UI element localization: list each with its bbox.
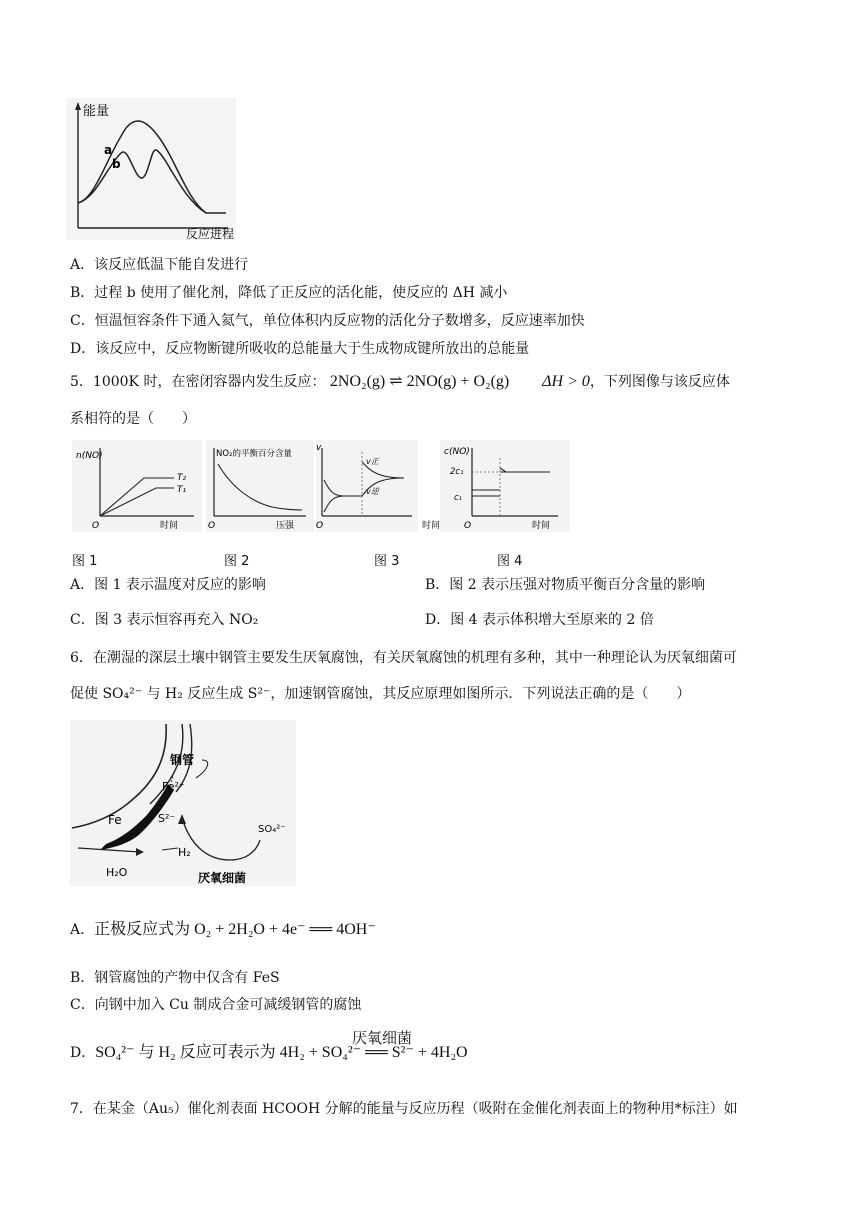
h2-label: H₂ [178, 846, 191, 859]
graph4-origin: O [464, 521, 472, 531]
graph3-v-fwd-label: v正 [366, 457, 379, 466]
s2-label: S²⁻ [158, 812, 176, 825]
graph3-v-rev-label: v逆 [366, 487, 379, 496]
q6-option-b: B．钢管腐蚀的产物中仅含有 FeS [70, 970, 280, 986]
q7-stem: 7．在某金（Au₅）催化剂表面 HCOOH 分解的能量与反应历程（吸附在金催化剂表面上的物种用*标注）如 [70, 1101, 738, 1117]
graph3-origin: O [316, 521, 324, 531]
graph1-y-label: n(NO) [76, 451, 103, 461]
curve-b-label: b [112, 157, 121, 171]
q5-graph-4 [440, 440, 570, 532]
graph4-2c1-label: 2c₁ [450, 467, 464, 477]
h2o-label: H₂O [106, 866, 128, 879]
pipe-label: 钢管 [170, 753, 195, 767]
q5-graph-3 [316, 440, 441, 532]
energy-profile-figure [66, 98, 236, 240]
q4-option-d: D．该反应中，反应物断键所吸收的总能量大于生成物成键所放出的总能量 [70, 341, 530, 357]
q4-option-b: B．过程 b 使用了催化剂，降低了正反应的活化能，使反应的 ΔH 减小 [70, 285, 508, 301]
q4-option-c: C．恒温恒容条件下通入氦气，单位体积内反应物的活化分子数增多，反应速率加快 [70, 313, 585, 329]
q5-option-a: A．图 1 表示温度对反应的影响 [70, 577, 266, 593]
graph4-caption: 图 4 [497, 554, 523, 569]
graph1-t1-label: T₁ [177, 485, 187, 495]
graph1-t2-label: T₂ [177, 473, 187, 483]
graph2-x-label: 压强 [276, 521, 295, 531]
q6-option-a: A．正极反应式为 O₂ + 2H₂O + 4e⁻ ══ 4OH⁻ [70, 921, 376, 938]
graph1-x-label: 时间 [160, 521, 179, 531]
q5-graph-1 [72, 440, 202, 532]
graph3-caption: 图 3 [374, 554, 400, 569]
bacteria-label: 厌氧细菌 [198, 871, 247, 885]
q6-stem-line1: 6．在潮湿的深层土壤中钢管主要发生厌氧腐蚀，有关厌氧腐蚀的机理有多种，其中一种理论认为厌氧细菌可 [70, 650, 737, 666]
q6-option-d-condition: 厌氧细菌 [352, 1029, 413, 1047]
q5-stem-line2: 系相符的是（ ） [70, 411, 196, 427]
energy-y-label: 能量 [83, 104, 110, 119]
q5-stem-line1: 5．1000K 时，在密闭容器内发生反应： 2NO₂(g) ⇌ 2NO(g) + O₂(g) ΔH > 0，下列图像与该反应体 [70, 373, 730, 390]
q5-option-c: C．图 3 表示恒容再充入 NO₂ [70, 612, 259, 628]
graph4-c1-label: c₁ [454, 493, 463, 503]
energy-x-label: 反应进程 [186, 227, 235, 241]
fe2-label: Fe²⁺ [162, 780, 185, 793]
graph4-x-label: 时间 [532, 521, 551, 531]
graph2-caption: 图 2 [224, 554, 250, 569]
q6-option-d: D．SO₄²⁻ 与 H₂ 反应可表示为 4H₂ + SO₄²⁻ ══ S²⁻ + 4H₂O [70, 1044, 468, 1061]
q6-stem-line2: 促使 SO₄²⁻ 与 H₂ 反应生成 S²⁻，加速钢管腐蚀，其反应原理如图所示．下列说法正确的是（ ） [70, 686, 691, 702]
graph1-caption: 图 1 [72, 554, 98, 569]
fe-label: Fe [108, 813, 122, 827]
curve-a-label: a [104, 143, 113, 157]
q5-graph-2 [206, 440, 314, 532]
pipe-corrosion-figure [70, 720, 296, 886]
q5-delta-h: ΔH > 0 [542, 373, 590, 390]
graph3-x-label: 时间 [422, 521, 441, 531]
graph4-y-label: c(NO) [444, 447, 470, 457]
q5-equation: 2NO₂(g) ⇌ 2NO(g) + O₂(g) [329, 373, 510, 390]
so4-label: SO₄²⁻ [258, 824, 286, 835]
q6-option-c: C．向钢中加入 Cu 制成合金可减缓钢管的腐蚀 [70, 997, 362, 1013]
q5-option-b: B．图 2 表示压强对物质平衡百分含量的影响 [425, 577, 706, 593]
graph2-y-label: NO₂的平衡百分含量 [216, 449, 292, 459]
graph2-origin: O [208, 521, 216, 531]
q5-option-d: D．图 4 表示体积增大至原来的 2 倍 [425, 612, 654, 628]
q4-option-a: A．该反应低温下能自发进行 [70, 257, 249, 273]
graph1-origin: O [92, 521, 100, 531]
graph3-y-label: v [316, 443, 322, 453]
